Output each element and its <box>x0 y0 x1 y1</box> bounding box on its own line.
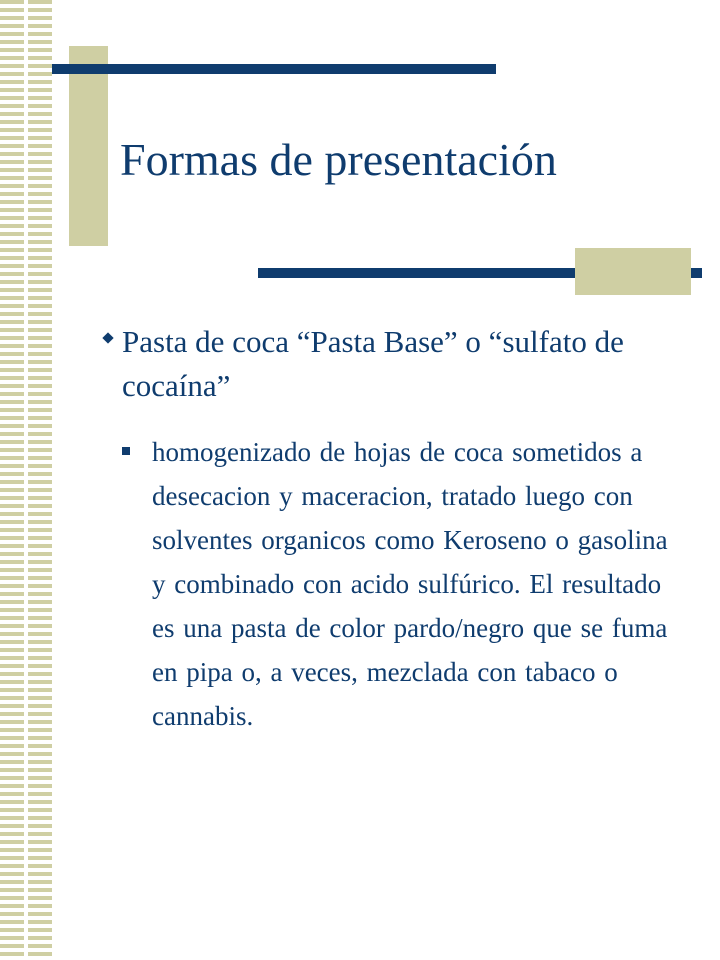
sub-bullet-item <box>122 430 682 738</box>
bullet-item <box>104 320 704 408</box>
slide-title: Formas de presentación <box>120 134 557 185</box>
decorative-stripe-bar <box>0 0 52 960</box>
sub-bullet-text: homogenizado de hojas de coca sometidos a desecacion y maceracion, tratado luego con solventes organicos como Keroseno o gasolina y combinado con acido sulfúrico. El resultado es una pasta de color pardo/negro que se fuma en pipa o, a veces, mezclada con tabaco o cannabis. <box>152 437 668 731</box>
decorative-accent-block <box>69 46 108 246</box>
square-bullet-icon <box>122 447 130 455</box>
bullet-text: Pasta de coca “Pasta Base” o “sulfato de cocaína” <box>122 324 624 403</box>
title-rule-top <box>52 64 496 74</box>
diamond-bullet-icon <box>102 332 113 343</box>
decorative-accent-block-small <box>575 248 691 295</box>
